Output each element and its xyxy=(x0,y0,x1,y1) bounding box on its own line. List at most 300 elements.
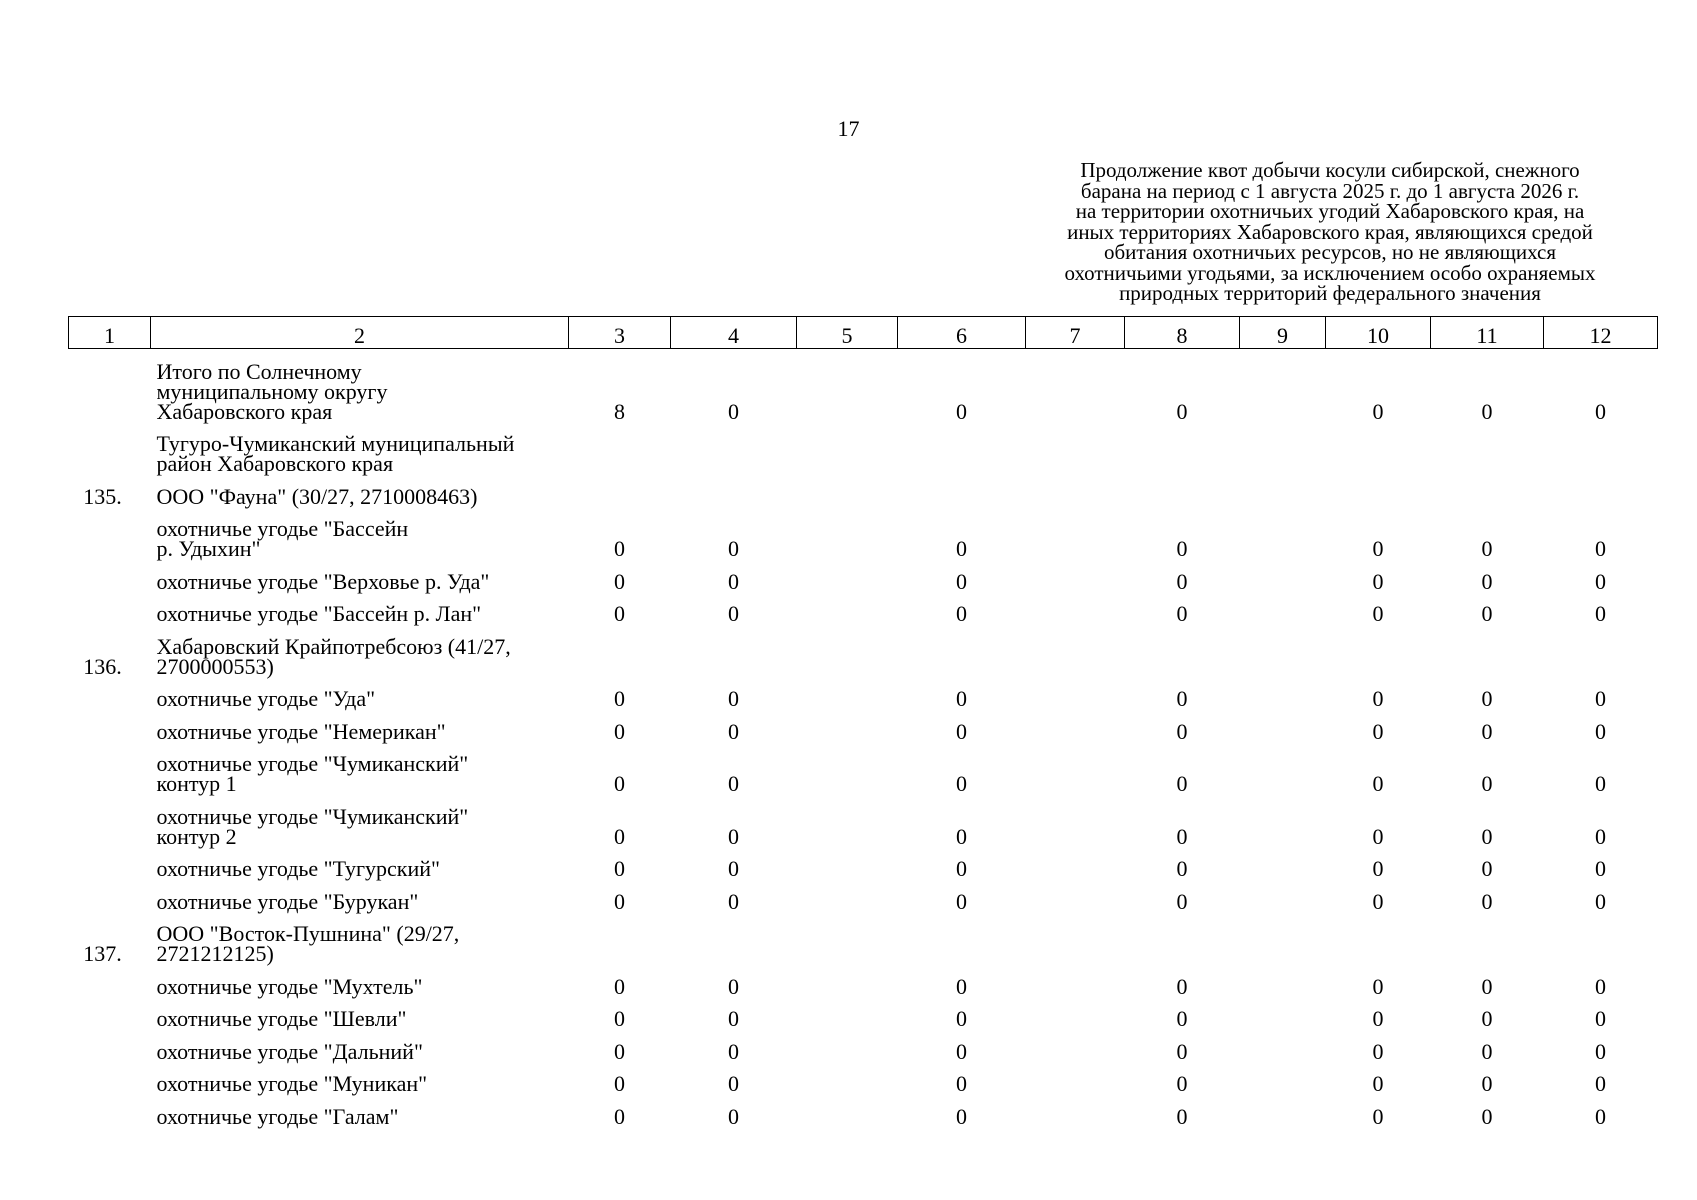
column-header: 2 xyxy=(151,317,569,349)
caption-line: барана на период с 1 августа 2025 г. до 1 августа 2026 г. xyxy=(1080,178,1580,203)
cell-c6: 0 xyxy=(956,686,967,711)
row-number xyxy=(69,1062,151,1095)
cell-c9 xyxy=(1240,507,1326,560)
table-row xyxy=(69,422,1658,475)
row-number: 137. xyxy=(83,941,122,966)
cell-c11 xyxy=(1431,624,1544,677)
cell-c4 xyxy=(671,624,797,677)
cell-c7 xyxy=(1026,422,1125,475)
cell-c9 xyxy=(1240,1029,1326,1062)
table-row xyxy=(69,507,1658,560)
cell-c3: 0 xyxy=(614,888,625,914)
table-row xyxy=(69,1029,1658,1062)
cell-c4: 0 xyxy=(728,568,739,594)
cell-c7 xyxy=(1026,677,1125,710)
cell-c11: 0 xyxy=(1481,771,1493,796)
cell-c5 xyxy=(797,964,898,997)
column-header: 5 xyxy=(797,317,898,349)
cell-c6 xyxy=(898,912,1026,965)
cell-c4: 0 xyxy=(728,856,739,881)
cell-c4: 0 xyxy=(728,973,739,999)
cell-c12: 0 xyxy=(1595,568,1606,594)
row-name xyxy=(151,592,569,625)
cell-c10 xyxy=(1326,422,1431,475)
page-number xyxy=(0,116,1697,142)
cell-c6: 0 xyxy=(956,398,967,424)
table-row xyxy=(69,1062,1658,1095)
cell-c8 xyxy=(1125,474,1240,507)
cell-c9 xyxy=(1240,559,1326,592)
cell-c10: 0 xyxy=(1372,1071,1384,1096)
row-name xyxy=(151,794,569,847)
cell-c7 xyxy=(1026,1062,1125,1095)
row-name xyxy=(151,912,569,965)
caption-line: иных территориях Хабаровского края, являющихся средой xyxy=(1067,219,1593,244)
row-name-line: муниципальному округу xyxy=(156,378,388,404)
cell-c3: 0 xyxy=(614,771,625,796)
cell-c4: 0 xyxy=(728,718,739,744)
row-name-line: 2700000553) xyxy=(156,653,274,679)
cell-c5 xyxy=(797,422,898,475)
table-row xyxy=(69,474,1658,507)
cell-c11: 0 xyxy=(1481,686,1493,711)
cell-c6 xyxy=(898,474,1026,507)
cell-c6: 0 xyxy=(956,771,967,796)
cell-c12: 0 xyxy=(1595,771,1606,796)
cell-c9 xyxy=(1240,1094,1326,1127)
cell-c11: 0 xyxy=(1481,1038,1493,1064)
cell-c6: 0 xyxy=(956,888,967,914)
cell-c7 xyxy=(1026,742,1125,795)
row-name xyxy=(151,1029,569,1062)
row-name xyxy=(151,474,569,507)
table-row xyxy=(69,997,1658,1030)
row-number xyxy=(69,1094,151,1127)
cell-c6 xyxy=(898,624,1026,677)
cell-c8: 0 xyxy=(1176,856,1188,881)
row-name-line: р. Удыхин" xyxy=(156,536,261,561)
cell-c5 xyxy=(797,912,898,965)
row-name-line: контур 2 xyxy=(156,823,237,849)
cell-c10 xyxy=(1326,624,1431,677)
cell-c6: 0 xyxy=(956,1006,967,1031)
row-name-line: охотничье угодье "Шевли" xyxy=(156,1006,407,1031)
table-row xyxy=(69,559,1658,592)
cell-c9 xyxy=(1240,847,1326,880)
row-name-line: ООО "Фауна" (30/27, 2710008463) xyxy=(156,483,478,509)
cell-c5 xyxy=(797,592,898,625)
cell-c11: 0 xyxy=(1481,601,1493,626)
cell-c9 xyxy=(1240,912,1326,965)
cell-c9 xyxy=(1240,677,1326,710)
cell-c5 xyxy=(797,349,898,422)
cell-c11 xyxy=(1431,474,1544,507)
cell-c8: 0 xyxy=(1176,973,1188,999)
cell-c6: 0 xyxy=(956,536,967,561)
row-name-line: охотничье угодье "Чумиканский" xyxy=(156,751,469,776)
cell-c9 xyxy=(1240,349,1326,422)
cell-c10: 0 xyxy=(1372,718,1384,744)
row-number xyxy=(69,847,151,880)
cell-c5 xyxy=(797,474,898,507)
cell-c12 xyxy=(1544,912,1658,965)
cell-c5 xyxy=(797,879,898,912)
cell-c12: 0 xyxy=(1595,718,1606,744)
cell-c8: 0 xyxy=(1176,601,1188,626)
cell-c3: 0 xyxy=(614,718,625,744)
cell-c5 xyxy=(797,624,898,677)
cell-c5 xyxy=(797,507,898,560)
cell-c3: 0 xyxy=(614,823,625,849)
cell-c10: 0 xyxy=(1372,856,1384,881)
cell-c12: 0 xyxy=(1595,601,1606,626)
table-row xyxy=(69,964,1658,997)
table-row xyxy=(69,742,1658,795)
row-name xyxy=(151,997,569,1030)
cell-c9 xyxy=(1240,1062,1326,1095)
cell-c6: 0 xyxy=(956,568,967,594)
row-number xyxy=(69,349,151,422)
row-number xyxy=(69,742,151,795)
cell-c8: 0 xyxy=(1176,888,1188,914)
cell-c12: 0 xyxy=(1595,973,1606,999)
cell-c8 xyxy=(1125,912,1240,965)
cell-c6 xyxy=(898,422,1026,475)
cell-c3: 0 xyxy=(614,536,625,561)
table-body xyxy=(69,349,1658,1127)
table-row xyxy=(69,1094,1658,1127)
cell-c5 xyxy=(797,1029,898,1062)
cell-c8: 0 xyxy=(1176,536,1188,561)
cell-c8: 0 xyxy=(1176,1103,1188,1129)
cell-c10: 0 xyxy=(1372,601,1384,626)
row-number xyxy=(69,709,151,742)
cell-c8: 0 xyxy=(1176,1006,1188,1031)
cell-c8: 0 xyxy=(1176,823,1188,849)
cell-c4: 0 xyxy=(728,823,739,849)
row-name-line: охотничье угодье "Мухтель" xyxy=(156,973,423,999)
cell-c12 xyxy=(1544,474,1658,507)
row-name-line: ООО "Восток-Пушнина" (29/27, xyxy=(156,921,460,946)
cell-c3: 0 xyxy=(614,686,625,711)
cell-c12 xyxy=(1544,422,1658,475)
cell-c4: 0 xyxy=(728,601,739,626)
table-row xyxy=(69,677,1658,710)
row-name xyxy=(151,507,569,560)
cell-c11: 0 xyxy=(1481,823,1493,849)
row-name-line: охотничье угодье "Дальний" xyxy=(156,1038,423,1064)
cell-c3: 0 xyxy=(614,1038,625,1064)
cell-c6: 0 xyxy=(956,601,967,626)
cell-c7 xyxy=(1026,964,1125,997)
column-header: 7 xyxy=(1026,317,1125,349)
cell-c11: 0 xyxy=(1481,536,1493,561)
cell-c5 xyxy=(797,742,898,795)
cell-c9 xyxy=(1240,624,1326,677)
cell-c10 xyxy=(1326,474,1431,507)
cell-c3: 0 xyxy=(614,568,625,594)
cell-c11: 0 xyxy=(1481,856,1493,881)
cell-c5 xyxy=(797,1094,898,1127)
cell-c7 xyxy=(1026,1094,1125,1127)
cell-c9 xyxy=(1240,742,1326,795)
row-name xyxy=(151,1062,569,1095)
row-name-line: охотничье угодье "Немерикан" xyxy=(156,718,446,744)
cell-c12: 0 xyxy=(1595,1103,1606,1129)
row-name-line: район Хабаровского края xyxy=(156,451,394,476)
row-name-line: охотничье угодье "Галам" xyxy=(156,1103,399,1129)
row-number xyxy=(69,964,151,997)
table-row xyxy=(69,879,1658,912)
cell-c12 xyxy=(1544,624,1658,677)
cell-c4: 0 xyxy=(728,1103,739,1129)
cell-c10: 0 xyxy=(1372,888,1384,914)
column-header: 9 xyxy=(1240,317,1326,349)
row-name xyxy=(151,742,569,795)
cell-c10: 0 xyxy=(1372,1006,1384,1031)
cell-c7 xyxy=(1026,559,1125,592)
cell-c11: 0 xyxy=(1481,568,1493,594)
cell-c4: 0 xyxy=(728,398,739,424)
table-row xyxy=(69,624,1658,677)
row-name-line: охотничье угодье "Тугурский" xyxy=(156,856,441,881)
cell-c7 xyxy=(1026,879,1125,912)
row-name-line: охотничье угодье "Муникан" xyxy=(156,1071,428,1096)
cell-c10: 0 xyxy=(1372,568,1384,594)
column-number-row xyxy=(69,317,1658,349)
cell-c4: 0 xyxy=(728,1006,739,1031)
caption-line: Продолжение квот добычи косули сибирской, снежного xyxy=(1080,158,1580,182)
cell-c3: 0 xyxy=(614,1006,625,1031)
cell-c4: 0 xyxy=(728,771,739,796)
cell-c3: 0 xyxy=(614,973,625,999)
cell-c5 xyxy=(797,1062,898,1095)
cell-c8: 0 xyxy=(1176,568,1188,594)
cell-c5 xyxy=(797,559,898,592)
row-name xyxy=(151,847,569,880)
cell-c4: 0 xyxy=(728,1038,739,1064)
cell-c12: 0 xyxy=(1595,686,1606,711)
cell-c8: 0 xyxy=(1176,686,1188,711)
cell-c4 xyxy=(671,912,797,965)
row-number xyxy=(69,592,151,625)
cell-c11: 0 xyxy=(1481,718,1493,744)
row-number xyxy=(69,559,151,592)
row-name xyxy=(151,964,569,997)
cell-c7 xyxy=(1026,349,1125,422)
cell-c9 xyxy=(1240,964,1326,997)
row-name xyxy=(151,677,569,710)
cell-c5 xyxy=(797,847,898,880)
cell-c7 xyxy=(1026,709,1125,742)
cell-c9 xyxy=(1240,997,1326,1030)
cell-c3 xyxy=(569,624,671,677)
cell-c7 xyxy=(1026,847,1125,880)
column-header: 4 xyxy=(671,317,797,349)
cell-c7 xyxy=(1026,474,1125,507)
column-header: 12 xyxy=(1544,317,1658,349)
cell-c3: 0 xyxy=(614,856,625,881)
cell-c11: 0 xyxy=(1481,973,1493,999)
cell-c7 xyxy=(1026,592,1125,625)
cell-c4: 0 xyxy=(728,1071,739,1096)
row-name-line: 2721212125) xyxy=(156,941,274,966)
column-header: 11 xyxy=(1431,317,1544,349)
row-name xyxy=(151,559,569,592)
cell-c8: 0 xyxy=(1176,718,1188,744)
cell-c4 xyxy=(671,422,797,475)
row-name xyxy=(151,422,569,475)
cell-c6: 0 xyxy=(956,973,967,999)
column-header: 6 xyxy=(898,317,1026,349)
cell-c5 xyxy=(797,677,898,710)
row-name xyxy=(151,349,569,422)
cell-c11: 0 xyxy=(1481,398,1493,424)
cell-c8: 0 xyxy=(1176,1038,1188,1064)
row-name-line: Итого по Солнечному xyxy=(156,358,362,384)
cell-c12: 0 xyxy=(1595,1071,1606,1096)
cell-c11: 0 xyxy=(1481,1006,1493,1031)
cell-c7 xyxy=(1026,794,1125,847)
cell-c7 xyxy=(1026,507,1125,560)
cell-c3: 0 xyxy=(614,1071,625,1096)
cell-c10: 0 xyxy=(1372,536,1384,561)
table-header xyxy=(69,317,1658,349)
table-row xyxy=(69,592,1658,625)
row-name-line: охотничье угодье "Бассейн р. Лан" xyxy=(156,601,482,626)
cell-c3: 8 xyxy=(614,398,625,424)
page-number-text: 17 xyxy=(837,116,860,141)
cell-c12: 0 xyxy=(1595,1038,1606,1064)
cell-c5 xyxy=(797,794,898,847)
cell-c8 xyxy=(1125,624,1240,677)
row-number: 136. xyxy=(83,653,122,679)
cell-c7 xyxy=(1026,1029,1125,1062)
row-name xyxy=(151,1094,569,1127)
cell-c11: 0 xyxy=(1481,1071,1493,1096)
cell-c6: 0 xyxy=(956,718,967,744)
quota-table xyxy=(68,316,1658,1127)
cell-c12: 0 xyxy=(1595,823,1606,849)
cell-c11: 0 xyxy=(1481,1103,1493,1129)
cell-c12: 0 xyxy=(1595,856,1606,881)
cell-c9 xyxy=(1240,474,1326,507)
row-number xyxy=(69,794,151,847)
cell-c4: 0 xyxy=(728,888,739,914)
row-name-line: Хабаровский Крайпотребсоюз (41/27, xyxy=(156,633,511,659)
cell-c6: 0 xyxy=(956,856,967,881)
row-name xyxy=(151,709,569,742)
cell-c4: 0 xyxy=(728,686,739,711)
row-name-line: охотничье угодье "Верховье р. Уда" xyxy=(156,568,490,594)
cell-c12: 0 xyxy=(1595,888,1606,914)
cell-c12: 0 xyxy=(1595,1006,1606,1031)
row-name-line: контур 1 xyxy=(156,771,237,796)
cell-c6: 0 xyxy=(956,1038,967,1064)
row-number xyxy=(69,422,151,475)
cell-c8: 0 xyxy=(1176,398,1188,424)
cell-c10 xyxy=(1326,912,1431,965)
row-number: 135. xyxy=(83,483,122,509)
cell-c12: 0 xyxy=(1595,398,1606,424)
table-row xyxy=(69,912,1658,965)
row-name-line: Тугуро-Чумиканский муниципальный xyxy=(156,431,515,456)
cell-c7 xyxy=(1026,997,1125,1030)
row-number xyxy=(69,1029,151,1062)
column-header: 1 xyxy=(69,317,151,349)
row-name-line: охотничье угодье "Уда" xyxy=(156,686,376,711)
cell-c6: 0 xyxy=(956,823,967,849)
column-header: 10 xyxy=(1326,317,1431,349)
table-row xyxy=(69,794,1658,847)
column-header: 3 xyxy=(569,317,671,349)
cell-c9 xyxy=(1240,709,1326,742)
cell-c10: 0 xyxy=(1372,973,1384,999)
row-name-line: охотничье угодье "Чумиканский" xyxy=(156,803,469,829)
cell-c3 xyxy=(569,912,671,965)
cell-c10: 0 xyxy=(1372,1038,1384,1064)
cell-c3 xyxy=(569,474,671,507)
cell-c6: 0 xyxy=(956,1103,967,1129)
cell-c4 xyxy=(671,474,797,507)
table-caption xyxy=(1000,160,1660,304)
row-number xyxy=(69,879,151,912)
cell-c5 xyxy=(797,709,898,742)
cell-c10: 0 xyxy=(1372,771,1384,796)
table-row xyxy=(69,709,1658,742)
cell-c9 xyxy=(1240,879,1326,912)
cell-c10: 0 xyxy=(1372,1103,1384,1129)
cell-c7 xyxy=(1026,624,1125,677)
cell-c12: 0 xyxy=(1595,536,1606,561)
row-number xyxy=(69,997,151,1030)
cell-c3 xyxy=(569,422,671,475)
column-header: 8 xyxy=(1125,317,1240,349)
cell-c8 xyxy=(1125,422,1240,475)
caption-line: охотничьими угодьями, за исключением особо охраняемых xyxy=(1064,260,1596,285)
caption-line: природных территорий федерального значения xyxy=(1119,281,1541,305)
cell-c10: 0 xyxy=(1372,398,1384,424)
row-name-line: Хабаровского края xyxy=(156,398,333,424)
row-name xyxy=(151,624,569,677)
cell-c11: 0 xyxy=(1481,888,1493,914)
cell-c7 xyxy=(1026,912,1125,965)
cell-c10: 0 xyxy=(1372,686,1384,711)
cell-c11 xyxy=(1431,912,1544,965)
cell-c9 xyxy=(1240,422,1326,475)
cell-c5 xyxy=(797,997,898,1030)
row-name-line: охотничье угодье "Бассейн xyxy=(156,516,409,541)
caption-line: обитания охотничьих ресурсов, но не являющихся xyxy=(1103,240,1557,264)
table-row xyxy=(69,847,1658,880)
row-name-line: охотничье угодье "Бурукан" xyxy=(156,888,419,914)
cell-c3: 0 xyxy=(614,601,625,626)
row-number xyxy=(69,677,151,710)
caption-line: на территории охотничьих угодий Хабаровского края, на xyxy=(1075,199,1585,223)
cell-c8: 0 xyxy=(1176,771,1188,796)
cell-c9 xyxy=(1240,592,1326,625)
row-number xyxy=(69,507,151,560)
table-row xyxy=(69,349,1658,422)
cell-c9 xyxy=(1240,794,1326,847)
cell-c8: 0 xyxy=(1176,1071,1188,1096)
cell-c10: 0 xyxy=(1372,823,1384,849)
cell-c6: 0 xyxy=(956,1071,967,1096)
cell-c4: 0 xyxy=(728,536,739,561)
cell-c3: 0 xyxy=(614,1103,625,1129)
row-name xyxy=(151,879,569,912)
cell-c11 xyxy=(1431,422,1544,475)
